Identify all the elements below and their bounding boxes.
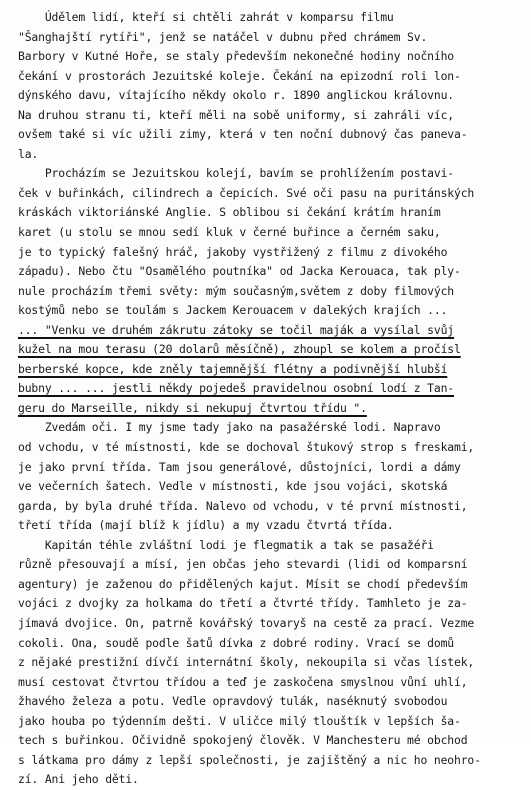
text-line: ček v buřinkách, cilindrech a čepicích. Své oči pasu na puritánských (18, 185, 475, 200)
text-line: ve večerních šatech. Vedle v místnosti, kde jsou vojáci, skotská (18, 479, 448, 494)
text-line: cokoli. Ona, soudě podle šatů dívka z dobré rodiny. Vrací se domů (18, 635, 455, 650)
text-line: čekání v prostorách Jezuitské koleje. Čekání na epizodní roli lon- (18, 68, 461, 83)
paragraph (18, 164, 514, 418)
quote-line: berberské kopce, kde zněly tajemnější flétny a podivnější hlubší (18, 361, 448, 376)
text-line: garda, by byla druhé třída. Nalevo od vchodu, v té první místnosti, (18, 498, 468, 513)
text-line: z nějaké prestižní dívčí internátní školy, nekoupila si včas lístek, (18, 655, 475, 670)
text-line: třetí třída (mají blíž k jídlu) a my vzadu čtvrtá třída. (18, 518, 394, 533)
quote-line: ... "Venku ve druhém zákrutu zátoky se točil maják a vysílal svůj (18, 322, 455, 337)
text-line: je jako první třída. Tam jsou generálové, důstojníci, lordi a dámy (18, 459, 461, 474)
text-line: Procházím se Jezuitskou kolejí, bavím se prohlížením postavi- (18, 166, 455, 181)
text-line: Na druhou stranu ti, kteří měli na sobě uniformy, si zahráli víc, (18, 107, 455, 122)
text-line: Údělem lidí, kteří si chtěli zahrát v komparsu filmu (18, 10, 394, 24)
text-line: Kapitán téhle zvláštní lodi je flegmatik a tak se pasažéři (18, 537, 434, 552)
text-line: kostýmů nebo se toulám s Jackem Kerouacem v dalekých krajích ... (18, 303, 448, 318)
quote-line: geru do Marseille, nikdy si nekupuj čtvrtou třídu ". (18, 400, 367, 415)
text-line: tech s buřinkou. Očividně spokojený člověk. V Manchesteru mé obchod (18, 733, 468, 748)
text-line: la. (18, 146, 39, 161)
text-line: dýnského davu, vítajícího někdy okolo r. 1890 anglickou královnu. (18, 88, 455, 103)
text-line: s látkama pro dámy z lepší společnosti, je zajištěný a nic ho neohro- (18, 752, 481, 767)
text-line: agentury) je zaženou do přidělených kajut. Mísit se chodí především (18, 576, 468, 591)
text-line: karet (u stolu se mnou sedí kluk v černé buřince a černém saku, (18, 225, 441, 240)
text-line: zí. Ani jeho děti. (18, 772, 139, 787)
paragraph (18, 418, 514, 535)
quote-line: bubny ... ... jestli někdy pojedeš pravidelnou osobní lodí z Tan- (18, 381, 455, 396)
text-line: od vchodu, v té místnosti, kde se dochoval štukový strop s freskami, (18, 440, 475, 455)
text-line: kráskách viktoriánské Anglie. S oblibou si čekání krátím hraním (18, 205, 441, 220)
text-line: různě přesouvají a mísí, jen občas jeho stevardi (lidi od komparsní (18, 557, 468, 572)
text-line: jímavá dvojice. On, patrně kovářský tovaryš na cestě za prací. Vezme (18, 615, 475, 630)
text-line: Zvedám oči. I my jsme tady jako na pasažérské lodi. Napravo (18, 420, 441, 435)
text-line: západu). Nebo čtu "Osamělého poutníka" od Jacka Kerouaca, tak ply- (18, 264, 461, 279)
text-line: jako houba po týdenním dešti. V uličce milý tlouštík v lepších ša- (18, 713, 461, 728)
text-line: ovšem také si víc užili zimy, která v ten noční dubnový čas paneva- (18, 127, 468, 142)
text-line: nule procházím třemi světy: mým současným,světem z doby filmových (18, 283, 455, 298)
text-line: vojáci z dvojky za holkama do třetí a čtvrté třídy. Tamhleto je za- (18, 596, 468, 611)
typewritten-text (18, 8, 514, 790)
text-line: "Šanghajští rytíři", jenž se natáčel v dubnu před chrámem Sv. (18, 29, 428, 44)
text-line: žhavého železa a potu. Vedle opravdový tulák, naséknutý svobodou (18, 694, 448, 709)
paragraph (18, 536, 514, 790)
text-line: musí cestovat čtvrtou třídou a teď je zaskočena smyslnou vůní uhlí, (18, 674, 468, 689)
quote-line: kužel na mou terasu (20 dolarů měsíčně), zhoupl se kolem a pročísl (18, 342, 461, 357)
paragraph (18, 8, 514, 164)
text-line: je to typický falešný hráč, jakoby vystřižený z filmu z divokého (18, 244, 448, 259)
text-line: Barbory v Kutné Hoře, se staly především nekonečné hodiny nočního (18, 49, 455, 64)
